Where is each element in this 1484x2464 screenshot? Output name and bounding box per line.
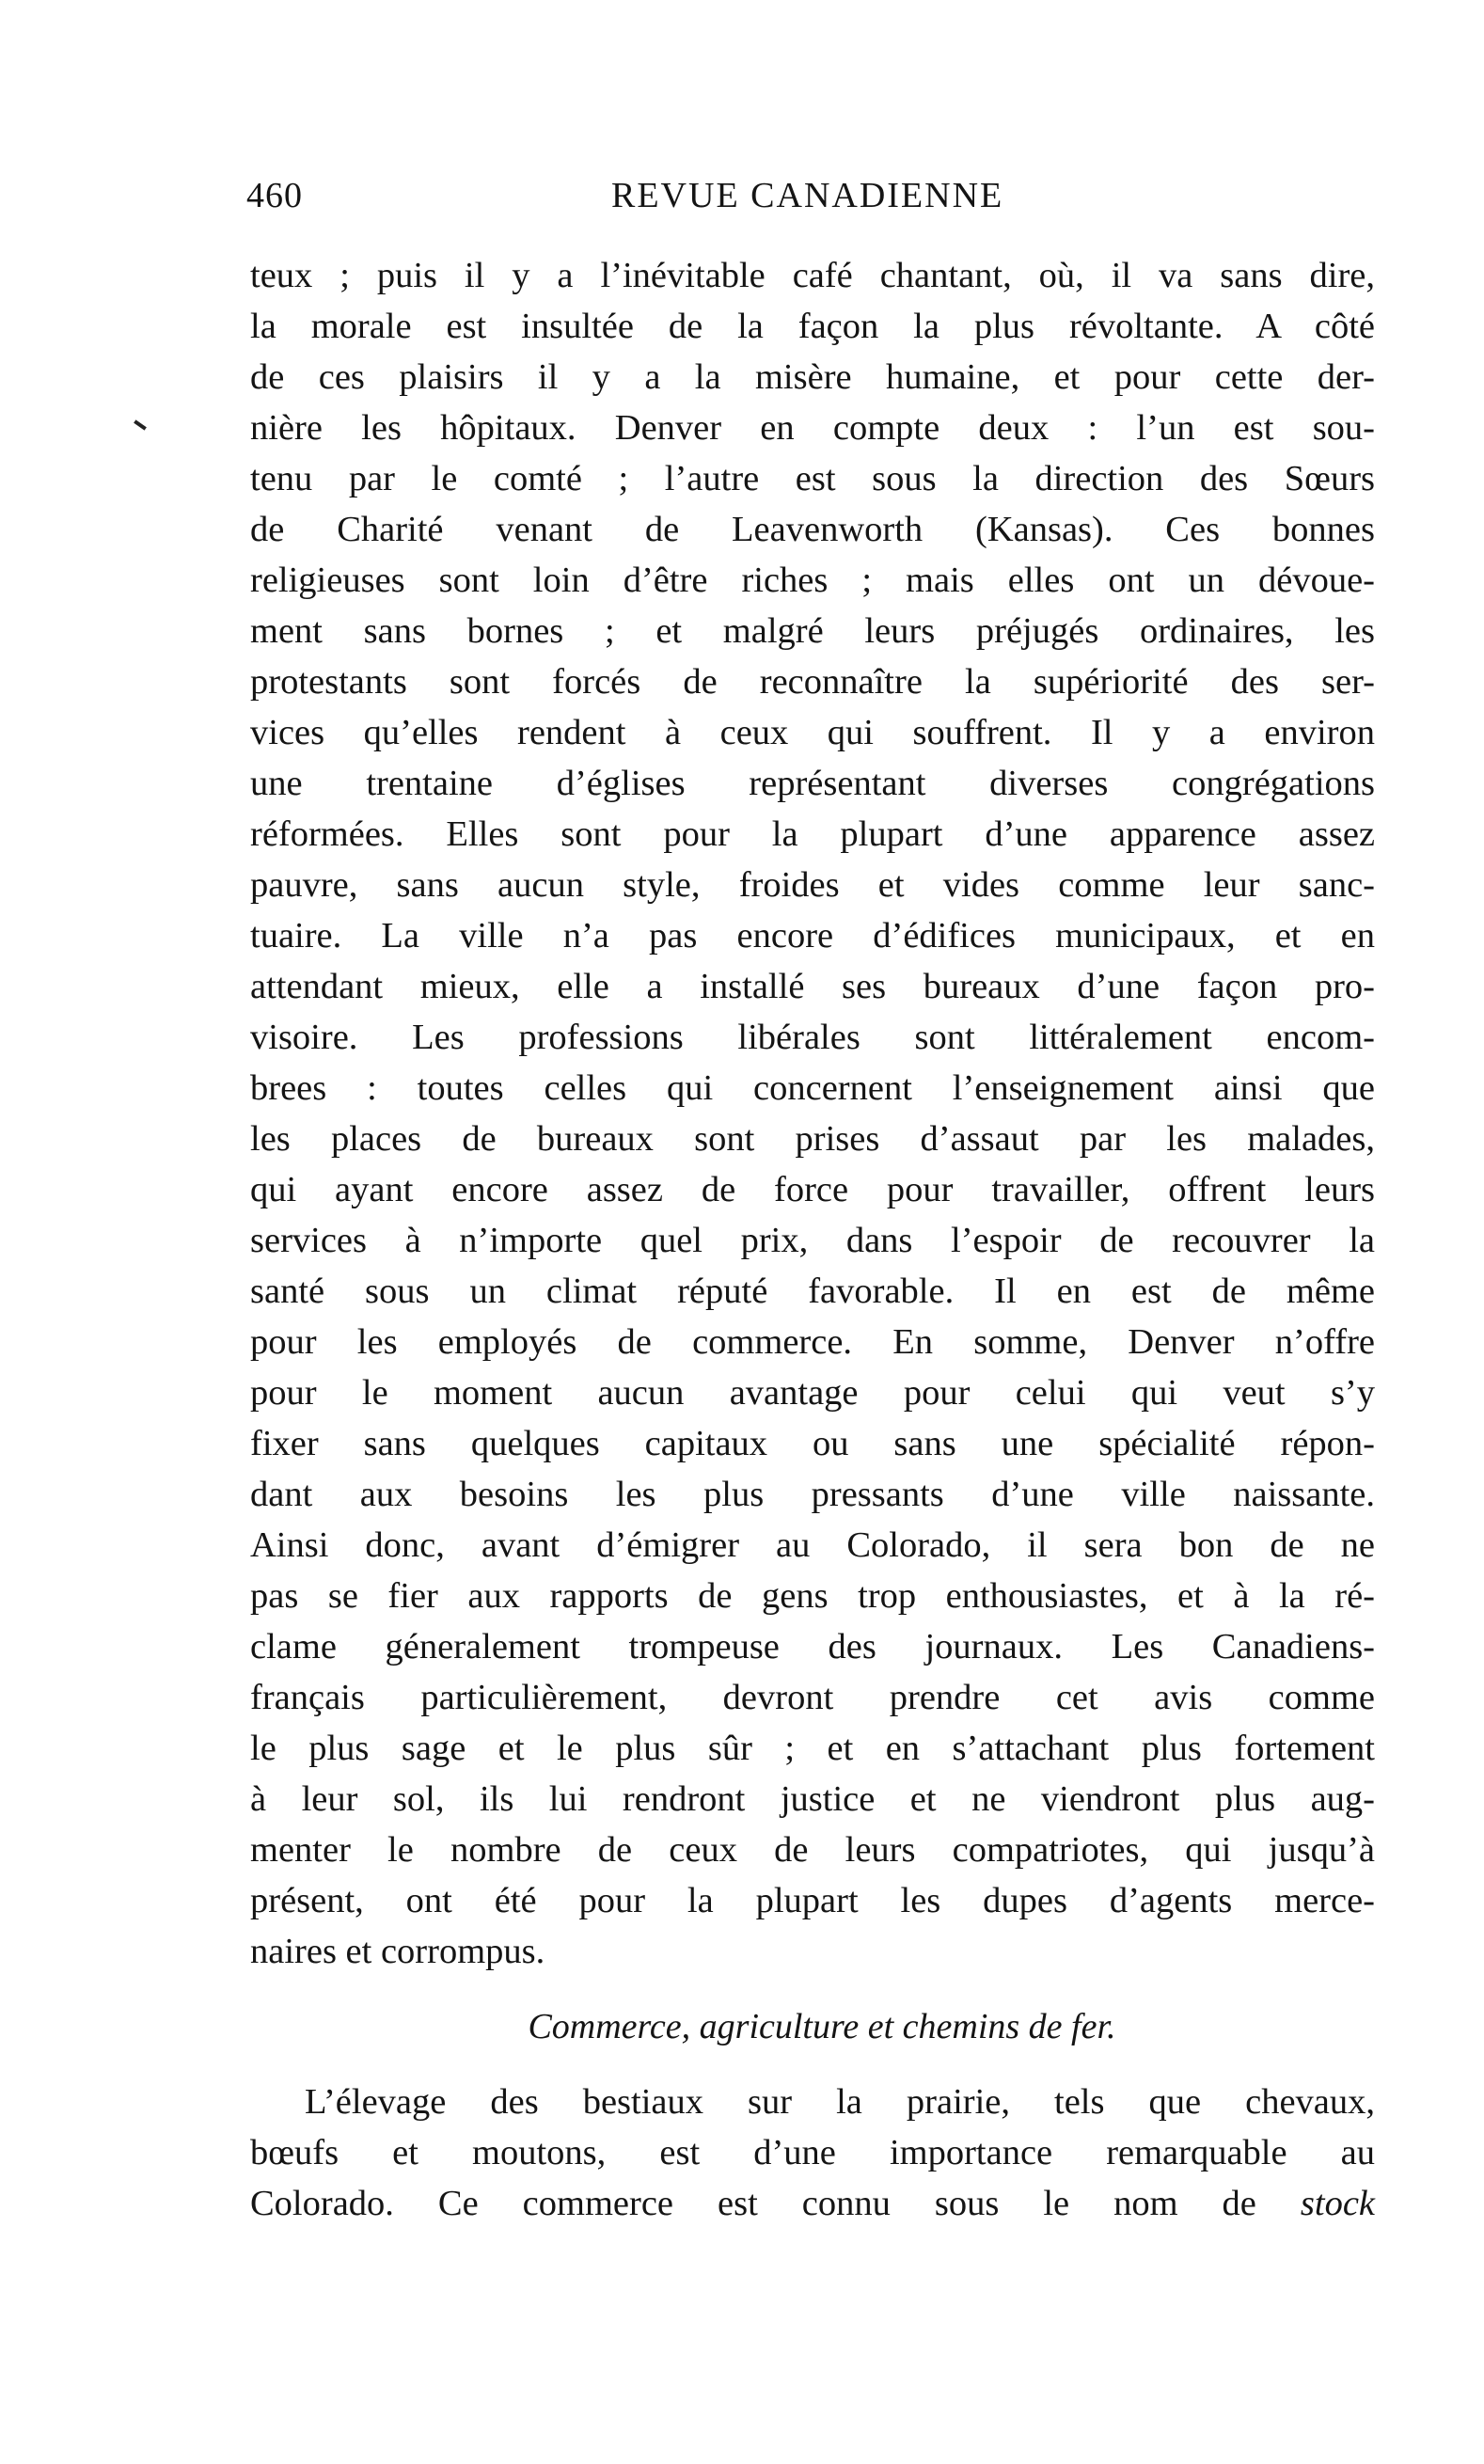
text-line: teux ; puis il y a l’inévitable café chantant, où, il va sans dire, xyxy=(250,256,1375,295)
text-line: santé sous un climat réputé favorable. Il en est de même xyxy=(250,1271,1375,1311)
text-line: protestants sont forcés de reconnaître la supériorité des ser- xyxy=(250,662,1375,702)
text-line: brees : toutes celles qui concernent l’enseignement ainsi que xyxy=(250,1068,1375,1108)
text-line: à leur sol, ils lui rendront justice et ne viendront plus aug- xyxy=(250,1779,1375,1819)
text-line: nière les hôpitaux. Denver en compte deux : l’un est sou- xyxy=(250,408,1375,448)
text-line: Ainsi donc, avant d’émigrer au Colorado, il sera bon de ne xyxy=(250,1525,1375,1565)
page-header xyxy=(246,175,1375,222)
text-line: ment sans bornes ; et malgré leurs préjugés ordinaires, les xyxy=(250,611,1375,651)
text-line: services à n’importe quel prix, dans l’espoir de recouvrer la xyxy=(250,1221,1375,1260)
text-line: les places de bureaux sont prises d’assaut par les malades, xyxy=(250,1119,1375,1159)
running-title: REVUE CANADIENNE xyxy=(611,176,1004,215)
text-line: français particulièrement, devront prendre cet avis comme xyxy=(250,1678,1375,1717)
text-line: religieuses sont loin d’être riches ; mais elles ont un dévoue- xyxy=(250,561,1375,600)
text-line: présent, ont été pour la plupart les dupes d’agents merce- xyxy=(250,1881,1375,1920)
text-line: de Charité venant de Leavenworth (Kansas). Ces bonnes xyxy=(250,510,1375,549)
text-line: pour les employés de commerce. En somme, Denver n’offre xyxy=(250,1322,1375,1362)
text-line: pas se fier aux rapports de gens trop enthousiastes, et à la ré- xyxy=(250,1576,1375,1616)
text-line: tenu par le comté ; l’autre est sous la direction des Sœurs xyxy=(250,459,1375,498)
page-number: 460 xyxy=(246,176,303,215)
text-line: la morale est insultée de la façon la plus révoltante. A côté xyxy=(250,307,1375,346)
text-line: visoire. Les professions libérales sont littéralement encom- xyxy=(250,1018,1375,1057)
body-text xyxy=(250,250,1375,2229)
section-heading: Commerce, agriculture et chemins de fer. xyxy=(528,2007,1116,2046)
text-line: clame géneralement trompeuse des journaux. Les Canadiens- xyxy=(250,1627,1375,1666)
text-line: attendant mieux, elle a installé ses bureaux d’une façon pro- xyxy=(250,967,1375,1006)
text-line: fixer sans quelques capitaux ou sans une spécialité répon- xyxy=(250,1424,1375,1463)
text-line: menter le nombre de ceux de leurs compatriotes, qui jusqu’à xyxy=(250,1830,1375,1870)
text-line: de ces plaisirs il y a la misère humaine, et pour cette der- xyxy=(250,357,1375,397)
paragraph xyxy=(250,250,1375,1977)
text-line: L’élevage des bestiaux sur la prairie, tels que chevaux, xyxy=(305,2082,1375,2122)
italic-term: stock xyxy=(1300,2184,1375,2223)
text-line: qui ayant encore assez de force pour travailler, offrent leurs xyxy=(250,1170,1375,1209)
text-line: pour le moment aucun avantage pour celui qui veut s’y xyxy=(250,1373,1375,1413)
text-line: naires et corrompus. xyxy=(250,1932,545,1971)
text-line: tuaire. La ville n’a pas encore d’édifices municipaux, et en xyxy=(250,916,1375,956)
text-line xyxy=(250,2178,1375,2229)
text-line: le plus sage et le plus sûr ; et en s’attachant plus fortement xyxy=(250,1729,1375,1768)
text-line: réformées. Elles sont pour la plupart d’une apparence assez xyxy=(250,814,1375,854)
margin-mark xyxy=(134,419,147,430)
text-line: bœufs et moutons, est d’une importance remarquable au xyxy=(250,2133,1375,2172)
text-line: pauvre, sans aucun style, froides et vides comme leur sanc- xyxy=(250,865,1375,905)
text-line: vices qu’elles rendent à ceux qui souffrent. Il y a environ xyxy=(250,713,1375,752)
text-line: dant aux besoins les plus pressants d’une ville naissante. xyxy=(250,1475,1375,1514)
text-segment: Colorado. Ce commerce est connu sous le nom de xyxy=(250,2184,1256,2223)
text-line: une trentaine d’églises représentant diverses congrégations xyxy=(250,764,1375,803)
paragraph xyxy=(250,2077,1375,2229)
